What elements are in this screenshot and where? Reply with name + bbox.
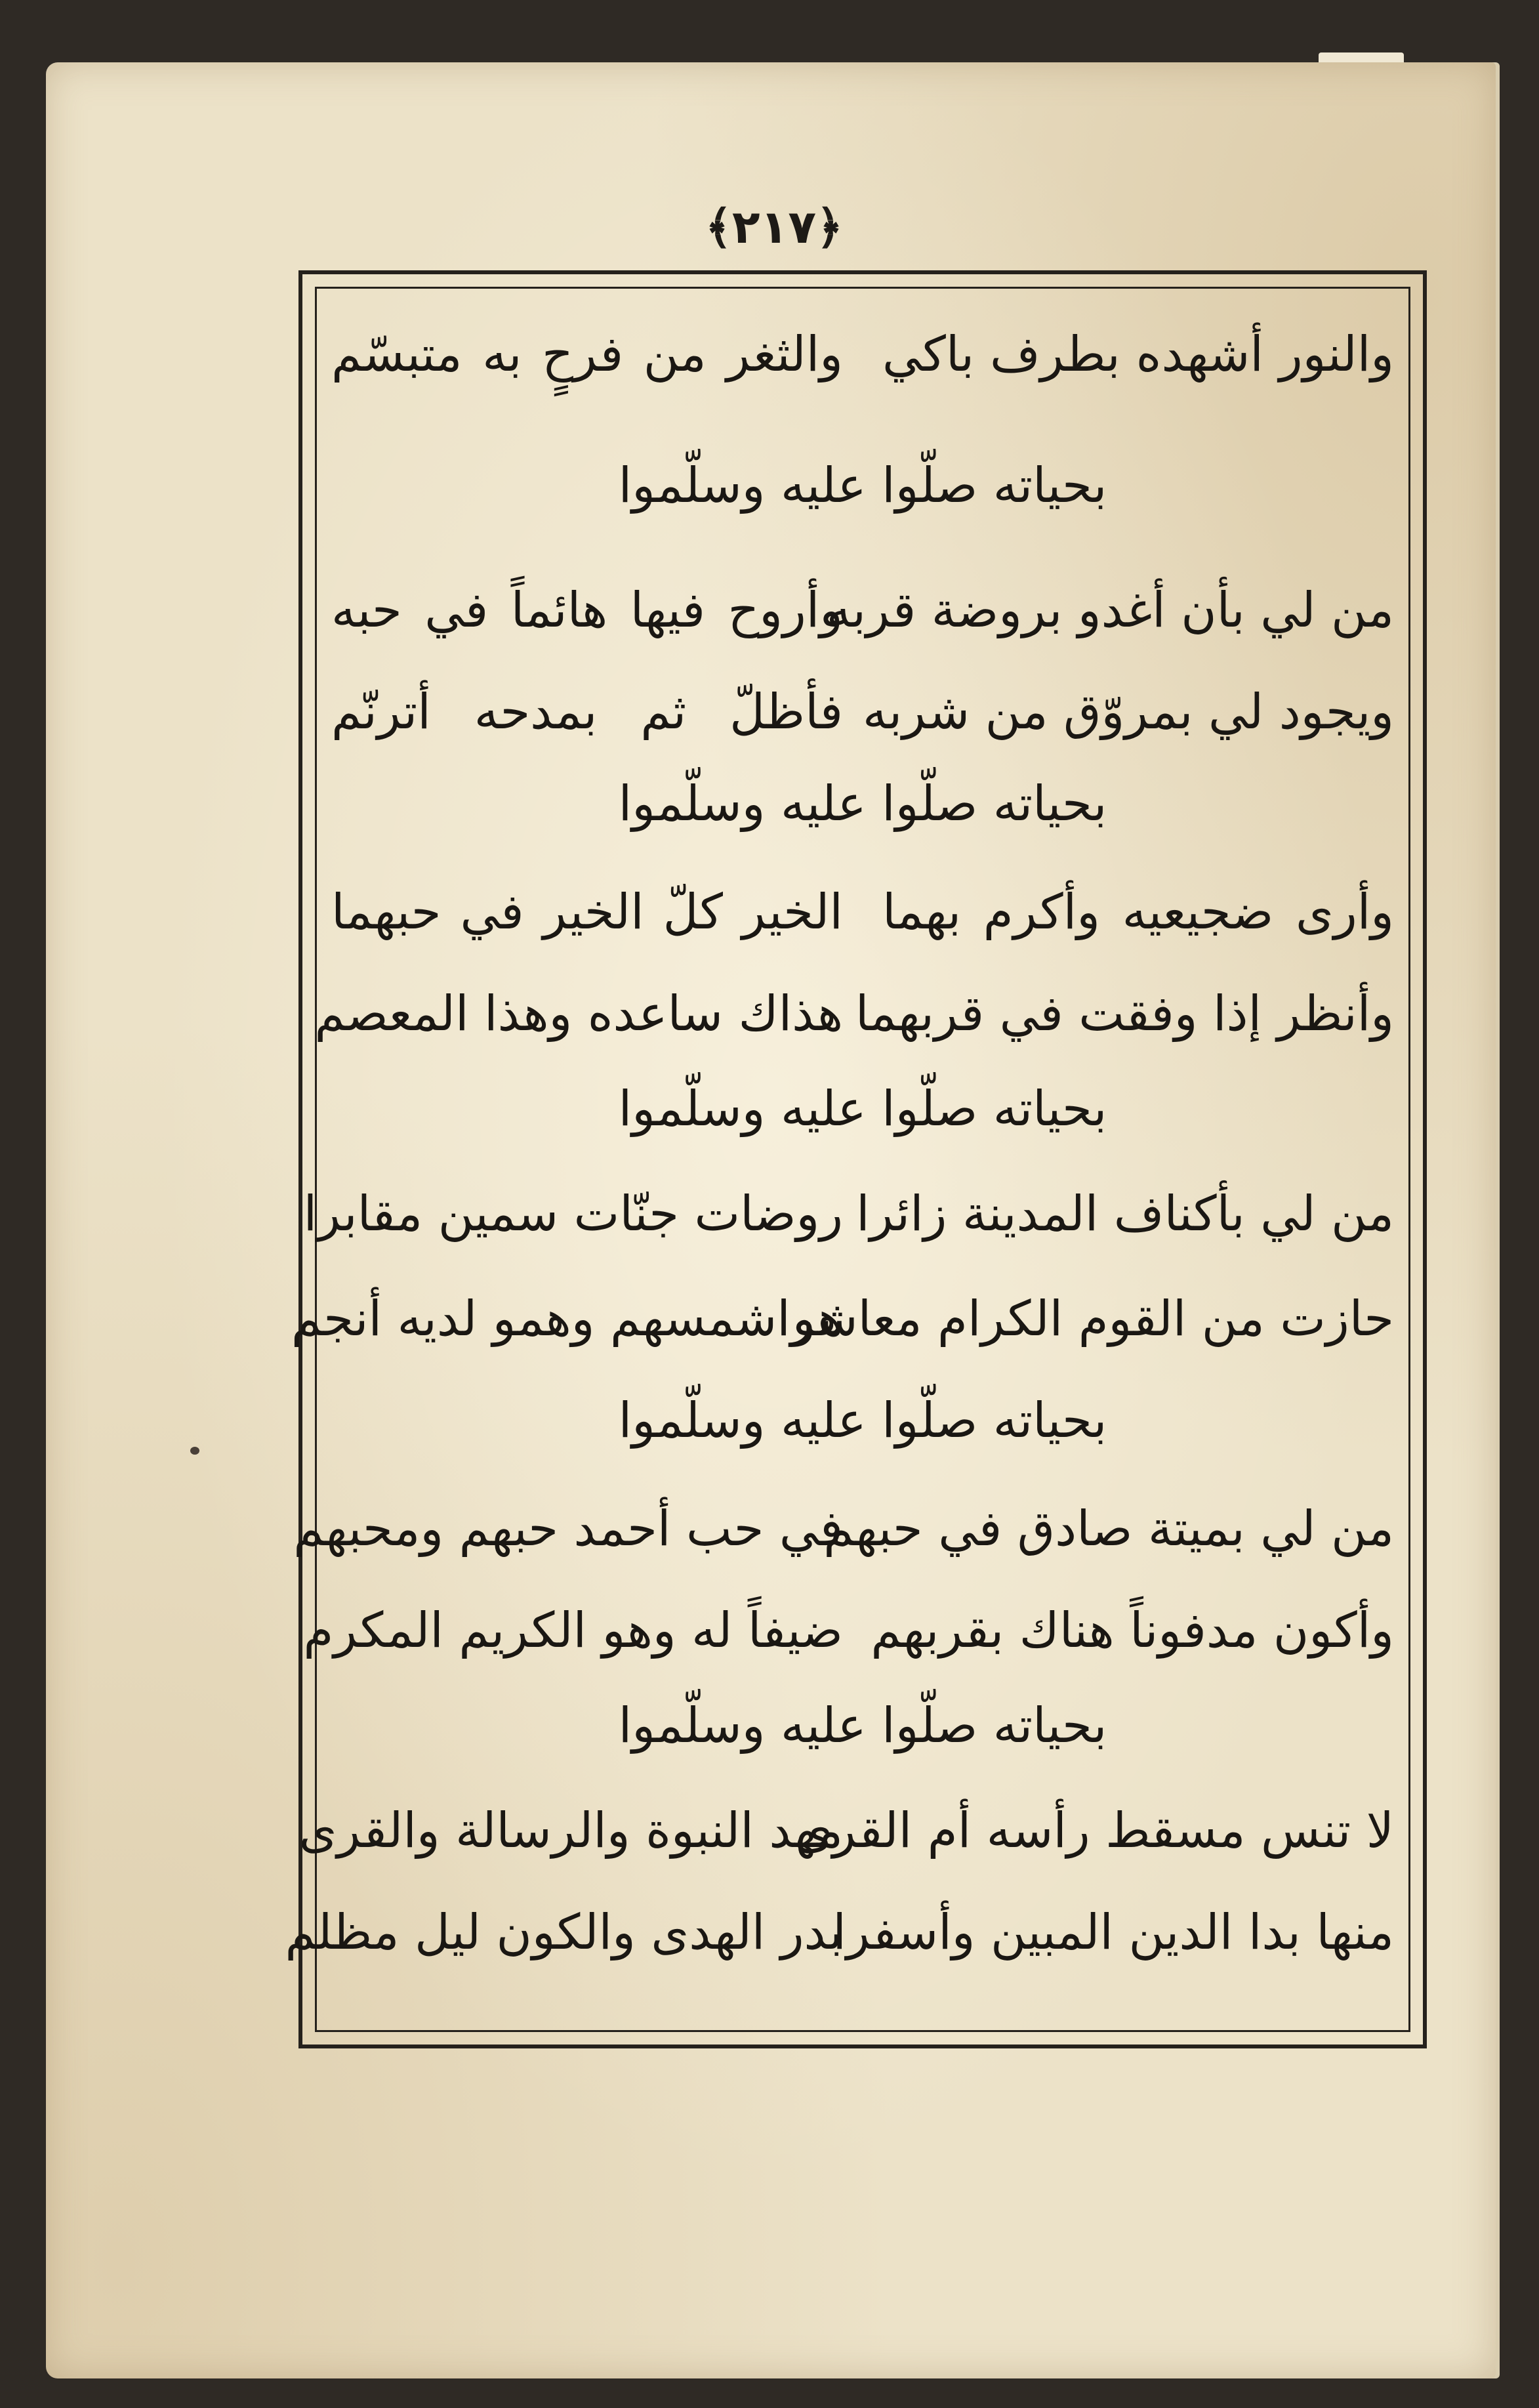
verse [331, 564, 1394, 656]
verse-first-hemistich: وأرى ضجيعيه وأكرم بهما [882, 884, 1394, 940]
verse-first-hemistich: من لي بميتة صادق في حبهم [823, 1501, 1394, 1557]
verse-second-hemistich: مهد النبوة والرسالة والقرى [298, 1802, 843, 1859]
poem-body [285, 308, 1394, 2014]
verse-second-hemistich: الخير كلّ الخير في حبهما [331, 884, 843, 940]
verse [331, 666, 1394, 758]
verse-first-hemistich: والنور أشهده بطرف باكي [882, 326, 1394, 383]
verse [298, 1785, 1394, 1877]
verse [293, 1483, 1394, 1575]
refrain-line: بحياته صلّوا عليه وسلّموا [618, 776, 1107, 832]
verse [331, 866, 1394, 958]
verse-first-hemistich: من لي بأكناف المدينة زائرا [856, 1186, 1394, 1242]
verse-first-hemistich: وأنظر إذا وفقت في قربهما [855, 986, 1394, 1042]
refrain-line: بحياته صلّوا عليه وسلّموا [618, 457, 1107, 514]
verse-first-hemistich: منها بدا الدين المبين وأسفرا [832, 1904, 1394, 1961]
verse-first-hemistich: ويجود لي بمروّق من شربه [862, 684, 1394, 740]
verse-second-hemistich: بدر الهدى والكون ليل مظلم [285, 1904, 843, 1961]
verse-second-hemistich: ضيفاً له وهو الكريم المكرم [303, 1602, 843, 1659]
verse [331, 308, 1394, 400]
refrain-line: بحياته صلّوا عليه وسلّموا [618, 1081, 1107, 1137]
ink-speck [190, 1447, 199, 1455]
refrain-line: بحياته صلّوا عليه وسلّموا [618, 1697, 1107, 1754]
verse-second-hemistich: روضات جنّات سمين مقابرا [303, 1186, 843, 1242]
verse-second-hemistich: هذاك ساعده وهذا المعصم [314, 986, 843, 1042]
verse-first-hemistich: وأكون مدفوناً هناك بقربهم [871, 1602, 1394, 1659]
verse [291, 1273, 1394, 1365]
verse-first-hemistich: حازت من القوم الكرام معاشرا [777, 1291, 1394, 1347]
verse-second-hemistich: وأروح فيها هائماً في حبه [331, 582, 843, 638]
page-number: ﴿٢١٧﴾ [705, 200, 844, 254]
verse-second-hemistich: والثغر من فرحٍ به متبسّم [331, 326, 843, 383]
verse-second-hemistich: هو شمسهم وهمو لديه أنجم [291, 1291, 843, 1347]
verse [303, 1585, 1394, 1676]
verse-first-hemistich: لا تنس مسقط رأسه أم القرى [794, 1802, 1394, 1859]
verse-first-hemistich: من لي بأن أغدو بروضة قربه [826, 582, 1394, 638]
verse-second-hemistich: في حب أحمد حبهم ومحبهم [293, 1501, 843, 1557]
verse [303, 1168, 1394, 1260]
verse-second-hemistich: فأظلّ ثم بمدحه أترنّم [331, 684, 843, 740]
verse [314, 968, 1394, 1060]
refrain-line: بحياته صلّوا عليه وسلّموا [618, 1392, 1107, 1449]
verse [285, 1886, 1394, 1978]
